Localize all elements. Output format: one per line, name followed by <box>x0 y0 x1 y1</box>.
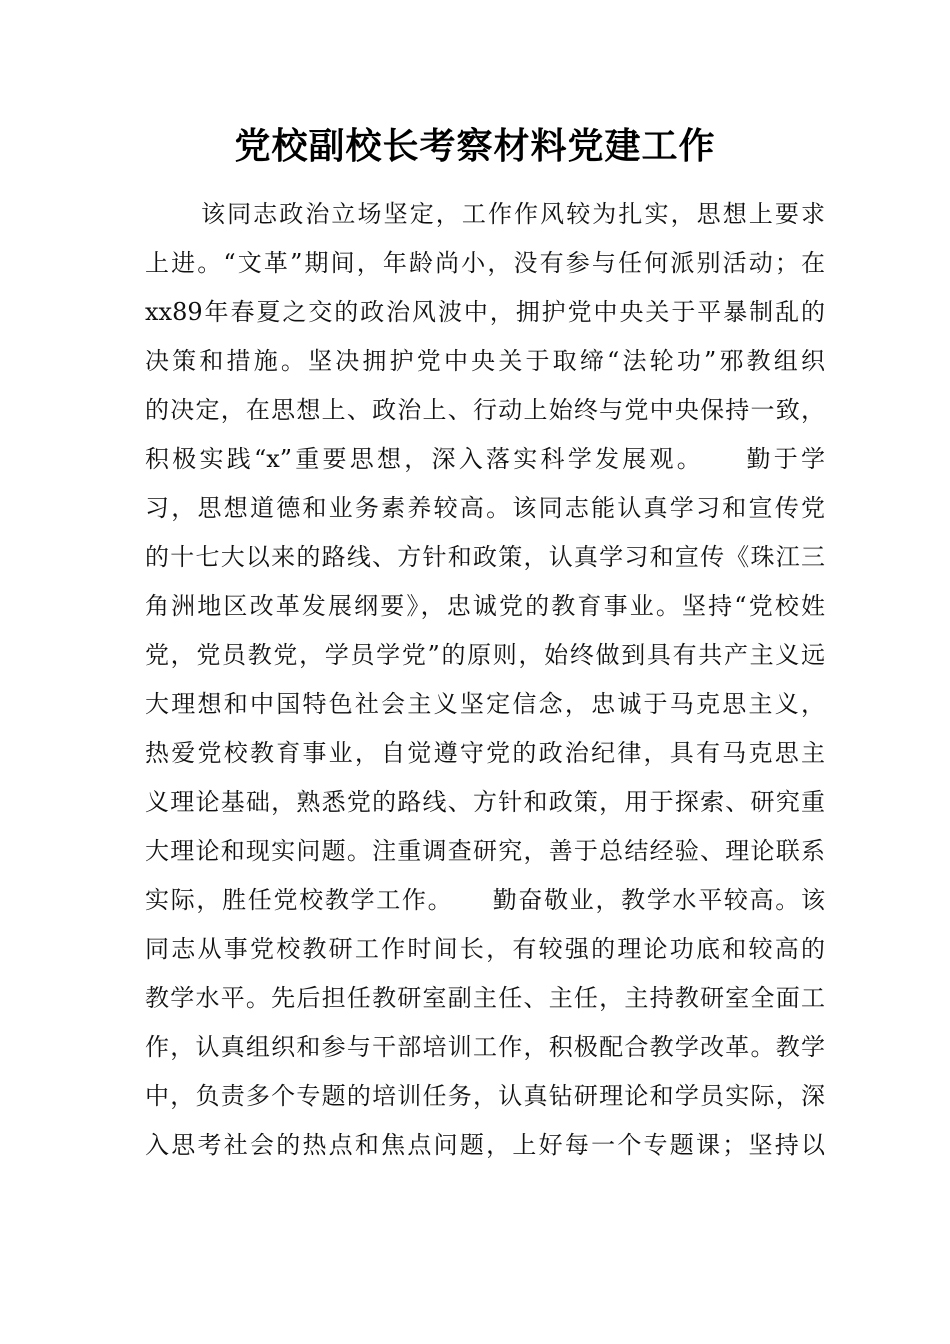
text-line: 积极实践“x”重要思想，深入落实科学发展观。 勤于学 <box>145 445 825 473</box>
text-line: 入思考社会的热点和焦点问题，上好每一个专题课；坚持以 <box>145 1131 825 1159</box>
text-line: 党，党员教党，学员学党”的原则，始终做到具有共产主义远 <box>145 641 825 669</box>
text-line: 中，负责多个专题的培训任务，认真钻研理论和学员实际，深 <box>145 1082 825 1110</box>
text-line: 同志从事党校教研工作时间长，有较强的理论功底和较高的 <box>145 935 825 963</box>
text-line: 教学水平。先后担任教研室副主任、主任，主持教研室全面工 <box>145 984 825 1012</box>
text-line: xx89年春夏之交的政治风波中，拥护党中央关于平暴制乱的 <box>145 298 825 326</box>
document-body <box>145 190 825 1170</box>
text-line: 实际，胜任党校教学工作。 勤奋敬业，教学水平较高。该 <box>145 886 825 914</box>
text-line: 义理论基础，熟悉党的路线、方针和政策，用于探索、研究重 <box>145 788 825 816</box>
text-line: 习，思想道德和业务素养较高。该同志能认真学习和宣传党 <box>145 494 825 522</box>
document-title: 党校副校长考察材料党建工作 <box>234 125 716 167</box>
text-line: 大理想和中国特色社会主义坚定信念，忠诚于马克思主义， <box>145 690 825 718</box>
text-line: 热爱党校教育事业，自觉遵守党的政治纪律，具有马克思主 <box>145 739 825 767</box>
text-line: 决策和措施。坚决拥护党中央关于取缔“法轮功”邪教组织 <box>145 347 825 375</box>
text-line: 大理论和现实问题。注重调查研究，善于总结经验、理论联系 <box>145 837 825 865</box>
text-line: 该同志政治立场坚定，工作作风较为扎实，思想上要求 <box>201 200 825 228</box>
text-line: 角洲地区改革发展纲要》，忠诚党的教育事业。坚持“党校姓 <box>145 592 825 620</box>
text-line: 的决定，在思想上、政治上、行动上始终与党中央保持一致， <box>145 396 825 424</box>
text-line: 上进。“文革”期间，年龄尚小，没有参与任何派别活动；在 <box>145 249 825 277</box>
text-line: 作，认真组织和参与干部培训工作，积极配合教学改革。教学 <box>145 1033 825 1061</box>
text-line: 的十七大以来的路线、方针和政策，认真学习和宣传《珠江三 <box>145 543 825 571</box>
